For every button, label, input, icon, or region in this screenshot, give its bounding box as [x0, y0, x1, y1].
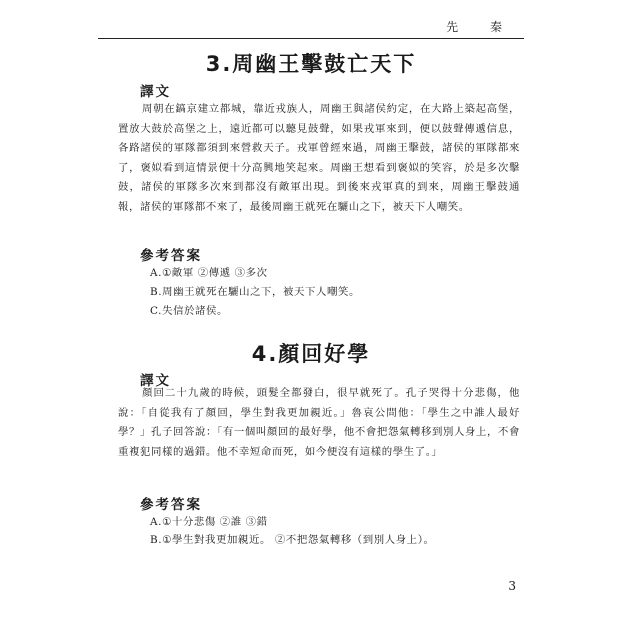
header-divider	[98, 38, 524, 39]
translation-text: 周朝在鎬京建立都城，靠近戎族人，周幽王與諸侯約定，在大路上築起高堡，置放大鼓於高堡之上，遠近都可以聽見鼓聲，如果戎軍來到，便以鼓聲傳遞信息，各路諸侯的軍隊都須到來營救天子。戎軍曾經來過，周幽王擊鼓，諸侯的軍隊都來了，褒姒看到這情景便十分高興地笑起來。周幽王想看到褒姒的笑容，於是多次擊鼓，諸侯的軍隊多次來到都沒有敵軍出現。到後來戎軍真的到來，周幽王擊鼓通報，諸侯的軍隊都不來了，最後周幽王就死在驪山之下，被天下人嘲笑。	[118, 103, 520, 213]
section-title: 4.顏回好學	[251, 342, 371, 366]
answers-heading: 參考答案	[140, 497, 202, 513]
translation-text: 顏回二十九歲的時候，頭髮全都發白，很早就死了。孔子哭得十分悲傷，他說：「自從我有了顏回，學生對我更加親近。」魯哀公問他：「學生之中誰人最好學？」孔子回答說：「有一個叫顏回的最好學，他不會把怨氣轉移到別人身上，不會重複犯同樣的過錯。他不幸短命而死，如今便沒有這樣的學生了。」	[118, 387, 520, 458]
translation-heading: 譯文	[140, 84, 171, 100]
answer-item: A.①敵軍 ②傳遞 ③多次	[150, 267, 268, 279]
section-title: 3.周幽王擊鼓亡天下	[205, 52, 417, 76]
header-label: 先 秦	[446, 20, 516, 34]
translation-heading: 譯文	[140, 373, 171, 389]
page-number: 3	[508, 579, 516, 593]
answer-item: B.周幽王就死在驪山之下，被天下人嘲笑。	[150, 286, 360, 298]
answers-heading: 參考答案	[140, 248, 202, 264]
answer-item: C.失信於諸侯。	[150, 305, 229, 317]
answer-item: A.①十分悲傷 ②誰 ③錯	[150, 516, 268, 528]
answer-item: B.①學生對我更加親近。 ②不把怨氣轉移（到別人身上）。	[150, 534, 435, 546]
